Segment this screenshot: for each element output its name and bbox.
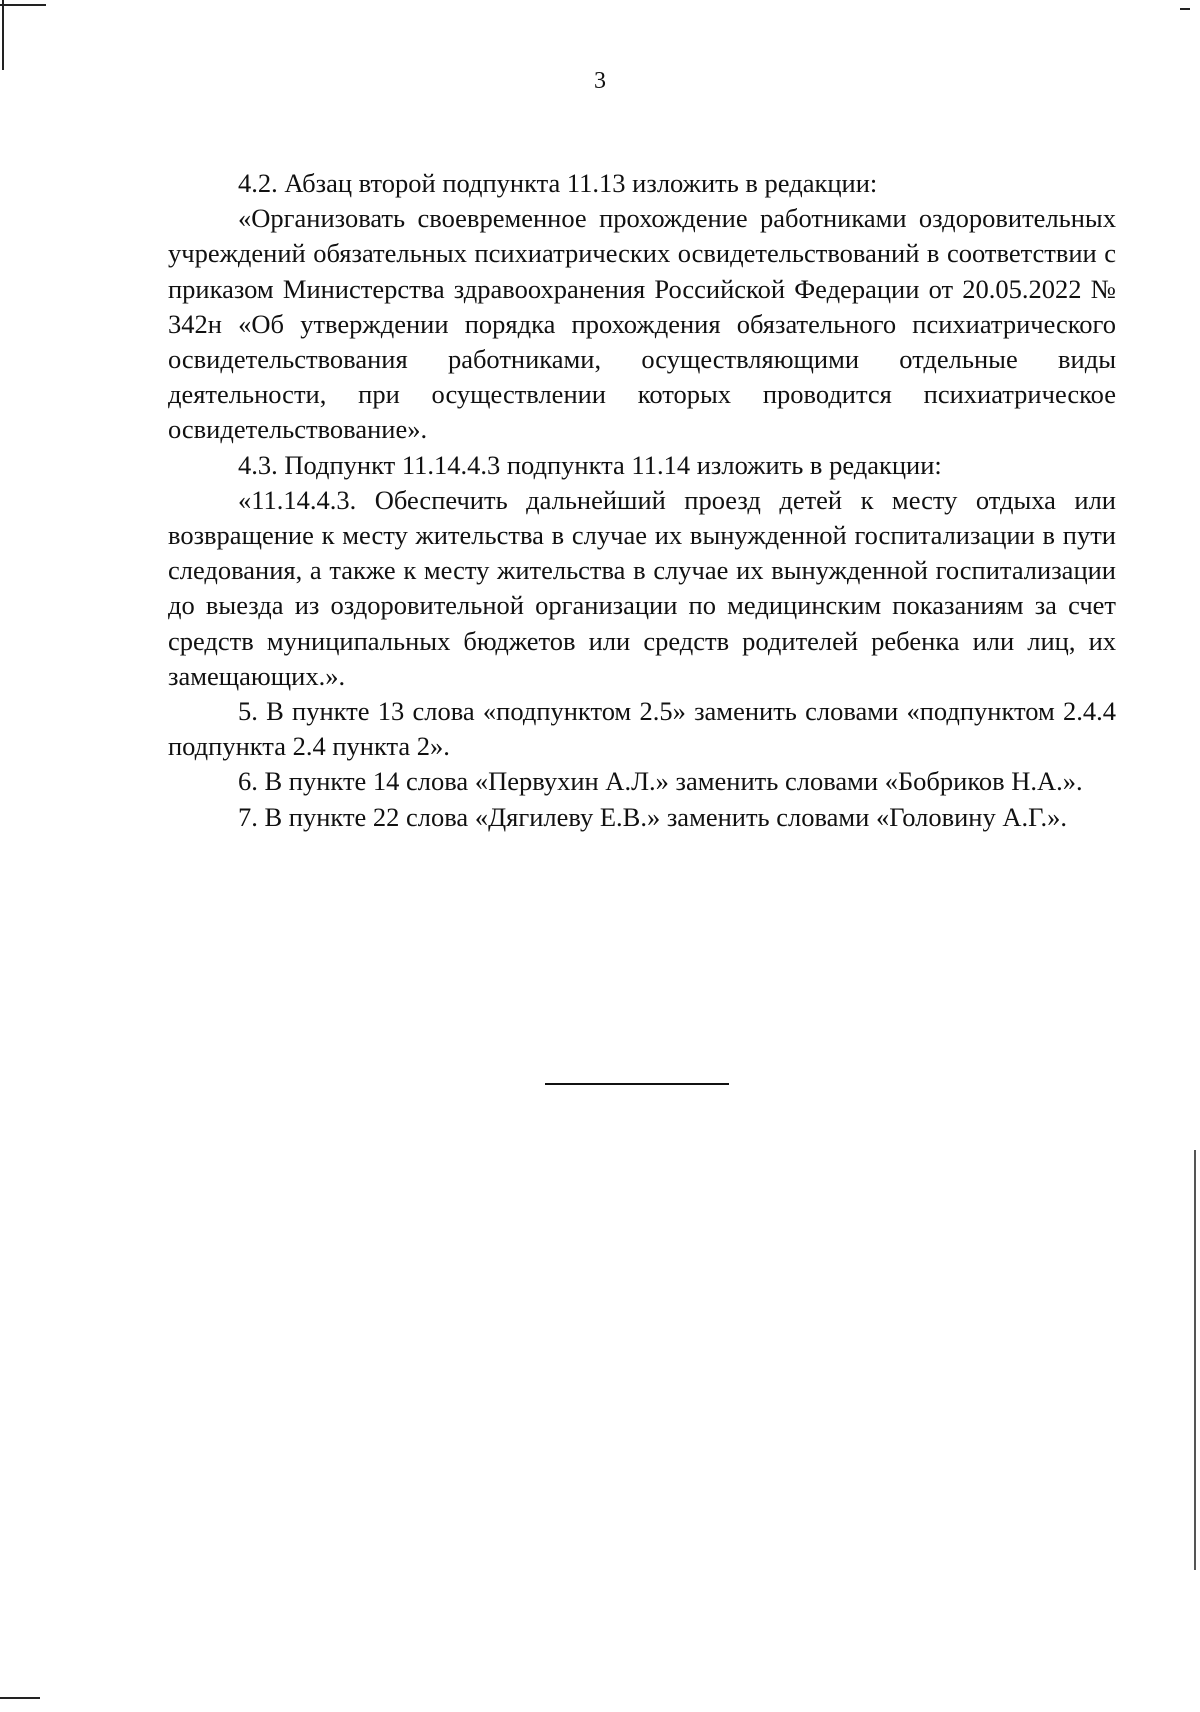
paragraph-6: 6. В пункте 14 слова «Первухин А.Л.» заменить словами «Бобриков Н.А.».	[238, 766, 1083, 797]
paragraph-4-3-quote: «11.14.4.3. Обеспечить дальнейший проезд детей к месту отдыха или возвращение к месту жительства в случае их вынужденной госпитализации в пути следования, а также к месту жительства в случае их вынужденной госпитализации до выезда из оздоровительной организации по медицинским показаниям за счет средств муниципальных бюджетов или средств родителей ребенка или лиц, их замещающих.».	[168, 484, 1116, 691]
scan-artifact	[0, 4, 46, 6]
paragraph-4-3: 4.3. Подпункт 11.14.4.3 подпункта 11.14 изложить в редакции:	[238, 449, 942, 480]
document-body	[168, 166, 1116, 835]
end-of-document-rule	[545, 1083, 729, 1085]
scan-artifact	[1180, 8, 1190, 10]
scan-artifact	[0, 1697, 40, 1699]
paragraph-4-2: 4.2. Абзац второй подпункта 11.13 изложить в редакции:	[238, 168, 878, 198]
paragraph-5: 5. В пункте 13 слова «подпунктом 2.5» заменить словами «подпунктом 2.4.4 подпункта 2.4 пункта 2».	[168, 696, 1116, 762]
scan-artifact	[2, 0, 4, 70]
scan-artifact	[1194, 1150, 1196, 1570]
paragraph-4-2-quote: «Организовать своевременное прохождение работниками оздоровительных учреждений обязательных психиатрических освидетельствований в соответствии с приказом Министерства здравоохранения Российской Федерации от 20.05.2022 № 342н «Об утверждении порядка прохождения обязательного психиатрического освидетельствования работниками, осуществляющими отдельные виды деятельности, при осуществлении которых проводится психиатрическое освидетельствование».	[168, 203, 1116, 445]
page-number: 3	[594, 68, 606, 94]
paragraph-7: 7. В пункте 22 слова «Дягилеву Е.В.» заменить словами «Головину А.Г.».	[238, 801, 1067, 832]
